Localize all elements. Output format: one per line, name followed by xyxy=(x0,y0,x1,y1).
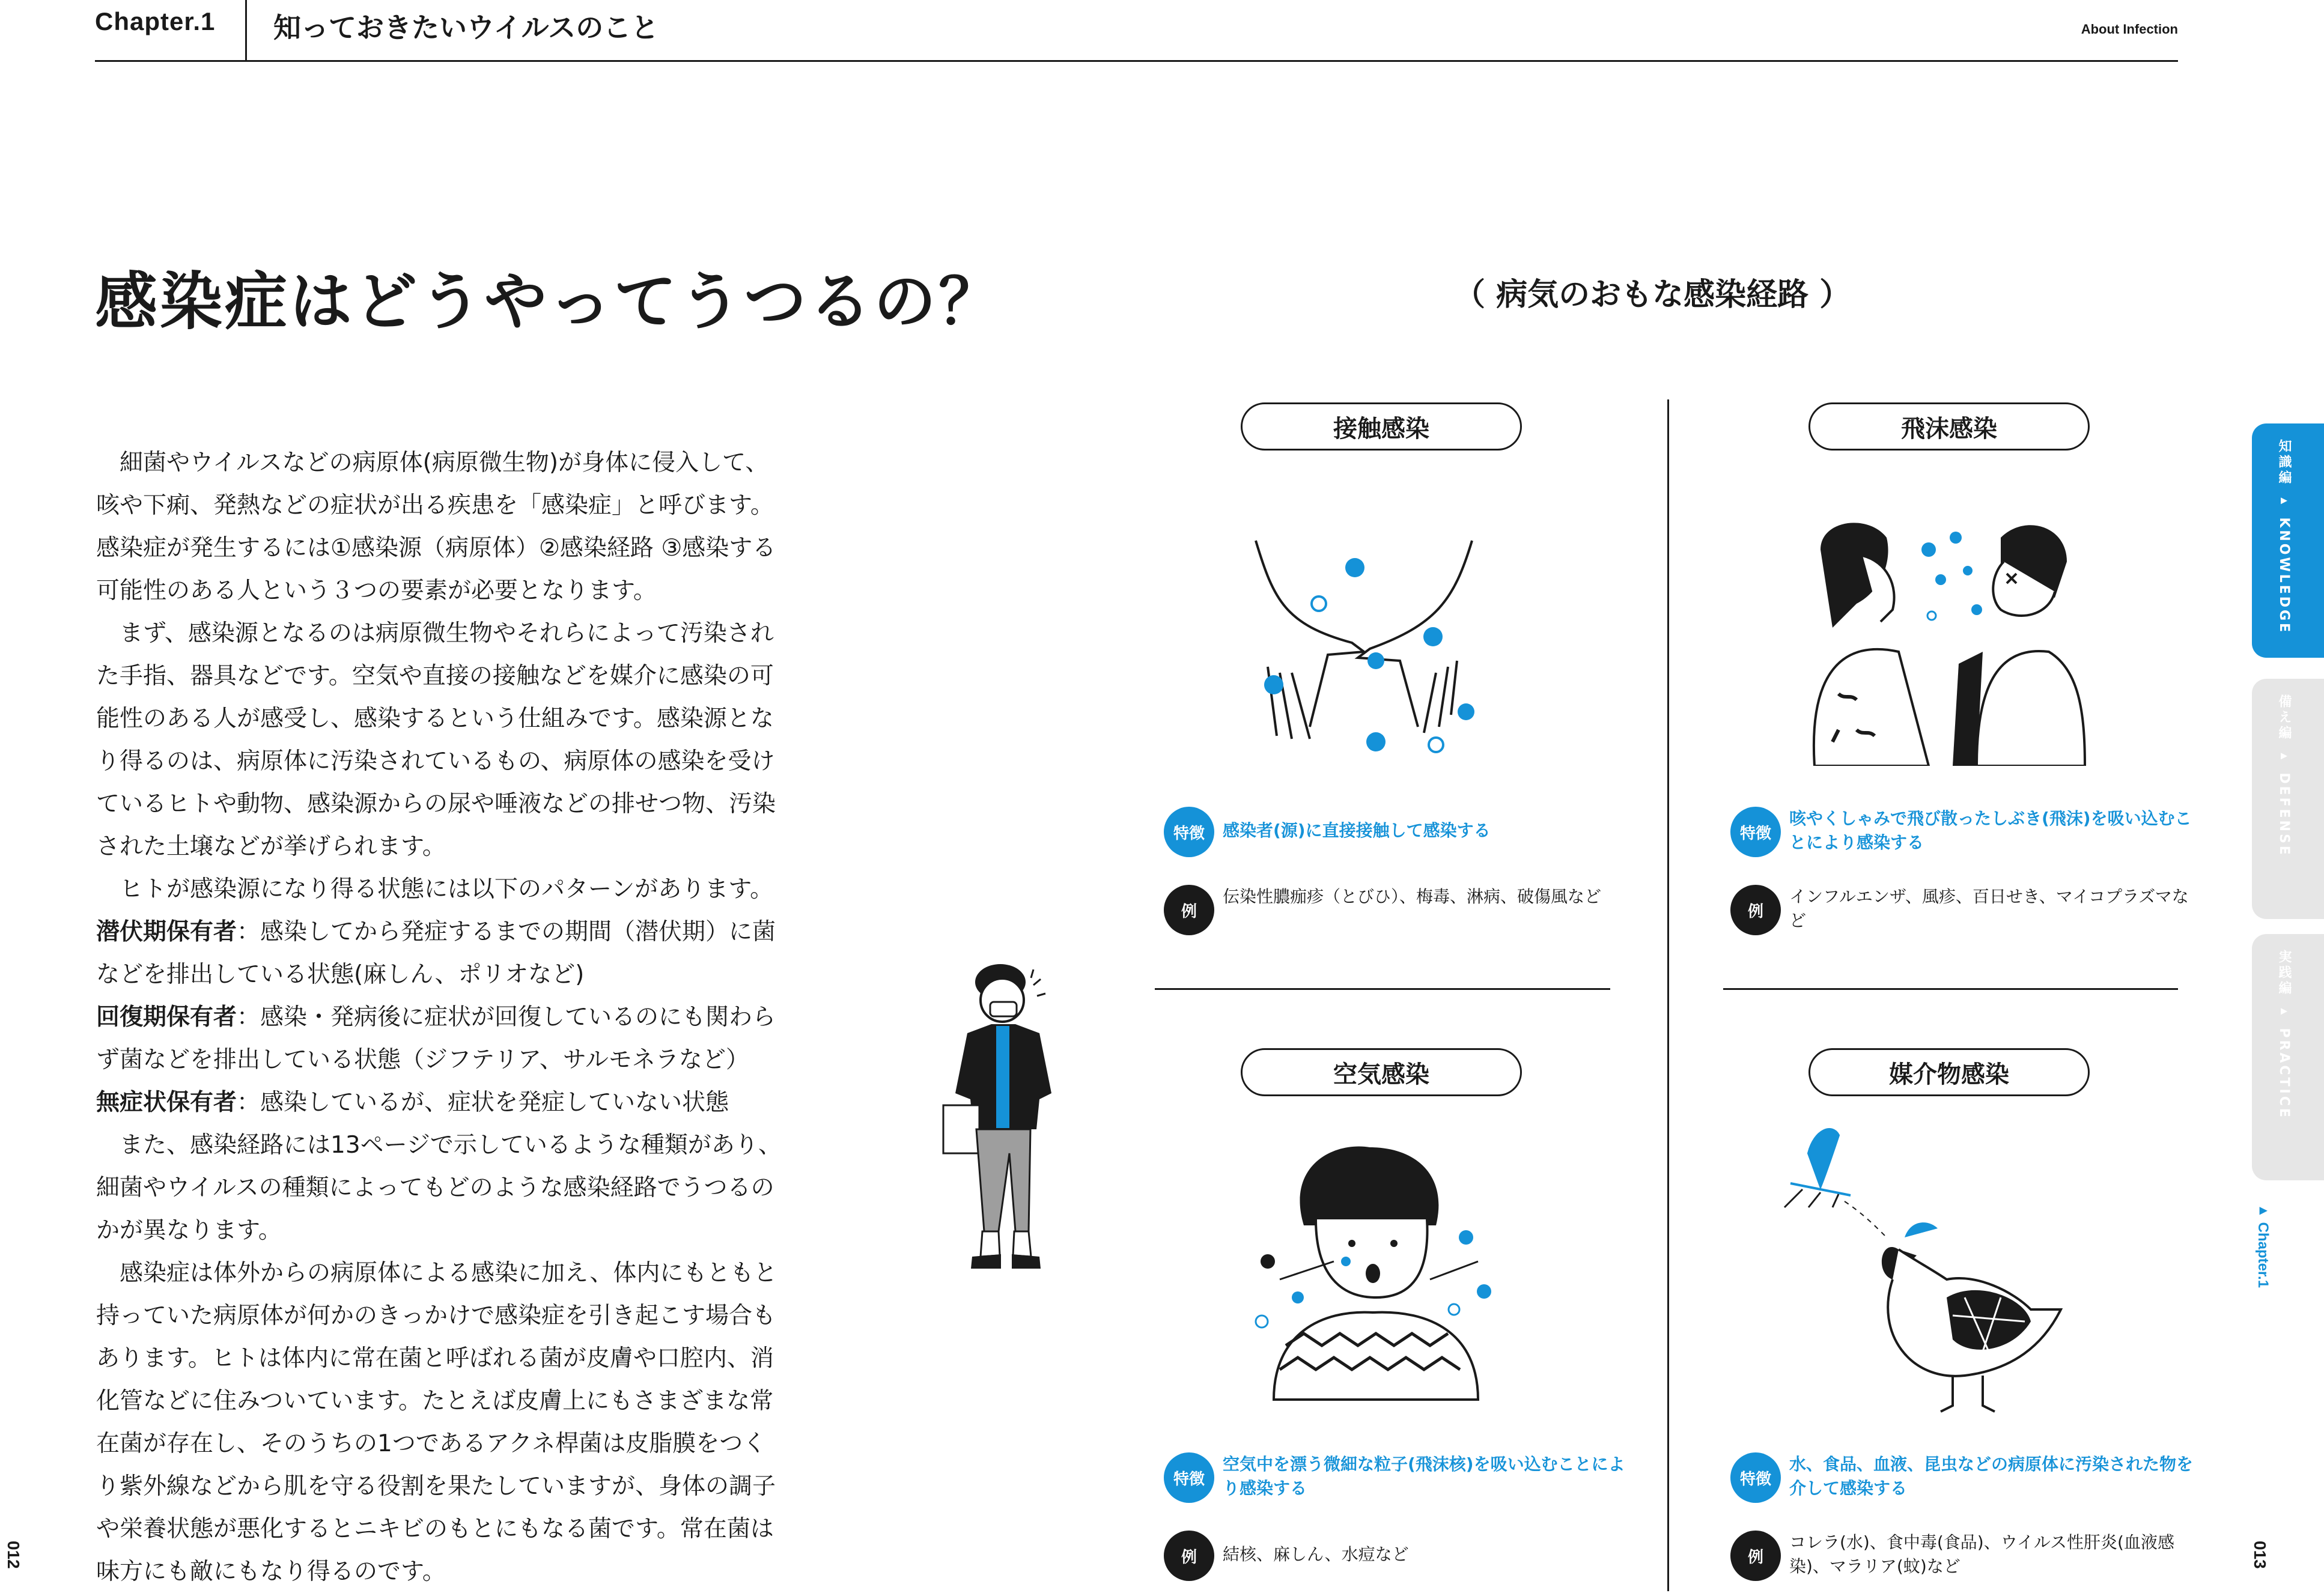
feature-badge: 特徴 xyxy=(1730,1452,1781,1503)
example-badge: 例 xyxy=(1730,1531,1781,1581)
example-text: コレラ(水)、食中毒(食品)、ウイルス性肝炎(血液感染)、マラリア(蚊)など xyxy=(1789,1532,2174,1576)
feature-text: 水、食品、血液、昆虫などの病原体に汚染された物を介して感染する xyxy=(1789,1454,2194,1498)
paragraph: また、感染経路には13ページで示しているような種類があり、細菌やウイルスの種類によってもどのような感染経路でうつるのかが異なります。 xyxy=(96,1132,782,1244)
header-divider xyxy=(245,0,247,60)
tab-defense[interactable] xyxy=(2252,679,2324,919)
carrier-type-text: ：感染してから発症するまでの期間（潜伏期）に菌などを排出している状態(麻しん、ポリオなど) xyxy=(96,918,776,988)
feature-badge: 特徴 xyxy=(1164,807,1214,857)
header-rule xyxy=(95,60,2178,62)
carrier-type xyxy=(96,911,787,996)
panel-horizontal-divider xyxy=(1723,988,2178,990)
tab-practice-label: 実践編 ▸ PRACTICE xyxy=(2277,950,2292,1120)
carrier-type-label: 回復期保有者 xyxy=(96,1004,237,1031)
tab-defense-label: 備え編 ▸ DEFENSE xyxy=(2277,694,2292,857)
panel-title-airborne: 空気感染 xyxy=(1241,1048,1522,1096)
carrier-type-label: 潜伏期保有者 xyxy=(96,918,237,945)
hands-illustration xyxy=(1220,529,1508,769)
example-badge: 例 xyxy=(1164,1531,1214,1581)
carrier-type xyxy=(96,996,787,1081)
panel-title-contact: 接触感染 xyxy=(1241,402,1522,451)
feature-text: 感染者(源)に直接接触して感染する xyxy=(1223,821,1491,840)
feature-text: 空気中を漂う微細な粒子(飛沫核)を吸い込むことにより感染する xyxy=(1223,1454,1625,1498)
panel-horizontal-divider xyxy=(1155,988,1610,990)
coughing-people-illustration xyxy=(1796,514,2097,766)
example-badge: 例 xyxy=(1164,885,1214,935)
example-badge: 例 xyxy=(1730,885,1781,935)
panel-vertical-divider xyxy=(1667,399,1669,1591)
tab-knowledge[interactable] xyxy=(2252,423,2324,658)
page-title: 感染症はどうやってうつるの？ xyxy=(95,265,1004,338)
chapter-label: Chapter.1 xyxy=(95,7,216,35)
page-number-left: 012 xyxy=(4,1541,23,1569)
panel-heading: （ 病気のおもな感染経路 ） xyxy=(1454,277,1851,313)
breathing-boy-illustration xyxy=(1226,1141,1514,1412)
carrier-type xyxy=(96,1081,787,1124)
paragraph: ヒトが感染源になり得る状態には以下のパターンがあります。 xyxy=(120,876,774,903)
feature-badge: 特徴 xyxy=(1730,807,1781,857)
panel-title-vector: 媒介物感染 xyxy=(1808,1048,2090,1096)
section-english-label: About Infection xyxy=(2081,22,2178,37)
example-text: 伝染性膿痂疹（とびひ）、梅毒、淋病、破傷風など xyxy=(1223,887,1602,906)
tab-knowledge-label: 知識編 ▸ KNOWLEDGE xyxy=(2277,439,2292,635)
page-number-right: 013 xyxy=(2251,1541,2269,1569)
mosquito-chicken-illustration xyxy=(1772,1117,2085,1418)
tab-practice[interactable] xyxy=(2252,934,2324,1180)
carrier-type-text: ：感染・発病後に症状が回復しているのにも関わらず菌などを排出している状態（ジフテリア、サルモネラなど） xyxy=(96,1004,776,1073)
body-text xyxy=(96,441,787,1593)
feature-text: 咳やくしゃみで飛び散ったしぶき(飛沫)を吸い込むことにより感染する xyxy=(1789,809,2192,852)
chapter-indicator[interactable]: ▸ Chapter.1 xyxy=(2255,1201,2271,1288)
feature-badge: 特徴 xyxy=(1164,1452,1214,1503)
paragraph: まず、感染源となるのは病原微生物やそれらによって汚染された手指、器具などです。空気や直接の接触などを媒介に感染の可能性のある人が感受し、感染するという仕組みです。感染源となり得るのは、病原体に汚染されているもの、病原体の感染を受けているヒトや動物、感染源からの尿や唾液などの排せつ物、汚染された土壌などが挙げられます。 xyxy=(96,620,776,860)
carrier-type-text: ：感染しているが、症状を発症していない状態 xyxy=(237,1089,729,1116)
paragraph: 感染症は体外からの病原体による感染に加え、体内にもともと持っていた病原体が何かのきっかけで感染症を引き起こす場合もあります。ヒトは体内に常在菌と呼ばれる菌が皮膚や口腔内、消化管などに住みついています。たとえば皮膚上にもさまざまな常在菌が存在し、そのうちの1つであるアクネ桿菌は皮脂膜をつくり紫外線などから肌を守る役割を果たしていますが、身体の調子や栄養状態が悪化するとニキビのもとにもなる菌です。常在菌は味方にも敵にもなり得るのです。 xyxy=(96,1260,777,1585)
carrier-type-label: 無症状保有者 xyxy=(96,1089,237,1116)
standing-man-illustration xyxy=(925,949,1081,1309)
panel-title-droplet: 飛沫感染 xyxy=(1808,402,2090,451)
paragraph: 細菌やウイルスなどの病原体(病原微生物)が身体に侵入して、咳や下痢、発熱などの症状が出る疾患を「感染症」と呼びます。感染症が発生するには①感染源（病原体）②感染経路 ③感染する可能性のある人という３つの要素が必要となります。 xyxy=(96,449,776,604)
header-title: 知っておきたいウイルスのこと xyxy=(273,11,659,44)
example-text: 結核、麻しん、水痘など xyxy=(1223,1544,1409,1564)
example-text: インフルエンザ、風疹、百日せき、マイコプラズマなど xyxy=(1789,887,2189,930)
